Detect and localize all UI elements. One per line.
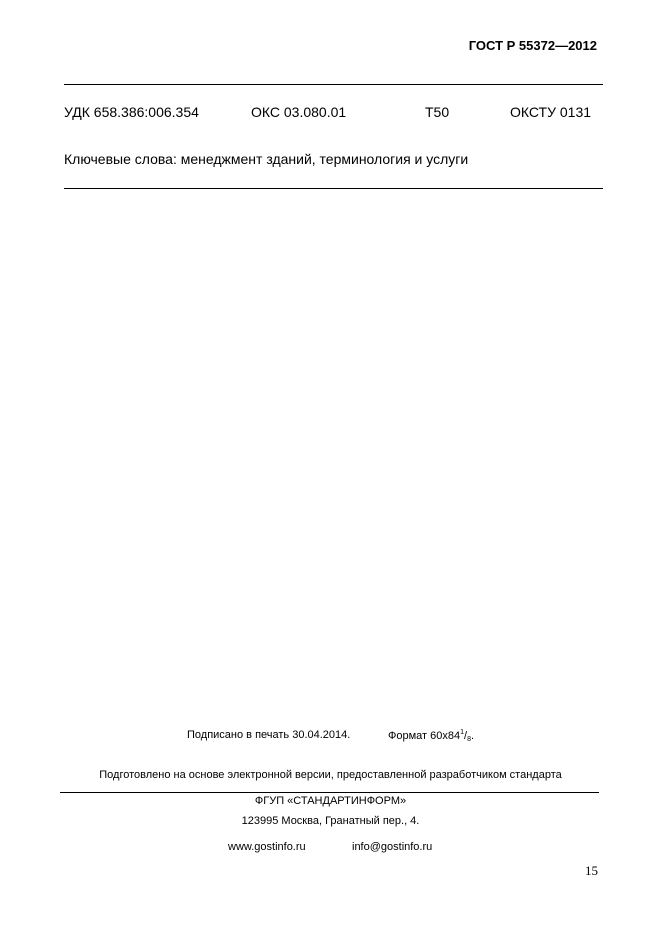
format-end: . xyxy=(470,730,475,742)
format-denominator: 8 xyxy=(467,736,471,743)
format-label: Формат 60х84 xyxy=(388,730,461,742)
okstu-code: ОКСТУ 0131 xyxy=(510,104,592,120)
website-link[interactable]: www.gostinfo.ru xyxy=(228,841,306,853)
keywords-divider xyxy=(64,188,603,189)
format-numerator: 1 xyxy=(460,729,465,736)
signed-date: Подписано в печать 30.04.2014. xyxy=(187,729,351,741)
standard-code: ГОСТ Р 55372—2012 xyxy=(468,38,597,53)
publisher-address: 123995 Москва, Гранатный пер., 4. xyxy=(241,815,420,827)
top-divider xyxy=(64,84,603,85)
page-number: 15 xyxy=(585,863,598,878)
t-code: Т50 xyxy=(425,104,450,120)
paper-format: Формат $60х84^1/_8$. xyxy=(388,729,475,743)
imprint-divider xyxy=(60,792,599,793)
oks-code: ОКС 03.080.01 xyxy=(251,104,347,120)
publisher-name: ФГУП «СТАНДАРТИНФОРМ» xyxy=(254,795,407,807)
email-link[interactable]: info@gostinfo.ru xyxy=(352,841,433,853)
prepared-note: Подготовлено на основе электронной версии, предоставленной разработчиком стандарта xyxy=(99,769,562,781)
keywords: Ключевые слова: менеджмент зданий, терминология и услуги xyxy=(64,151,469,167)
udk-code: УДК 658.386:006.354 xyxy=(64,104,199,120)
